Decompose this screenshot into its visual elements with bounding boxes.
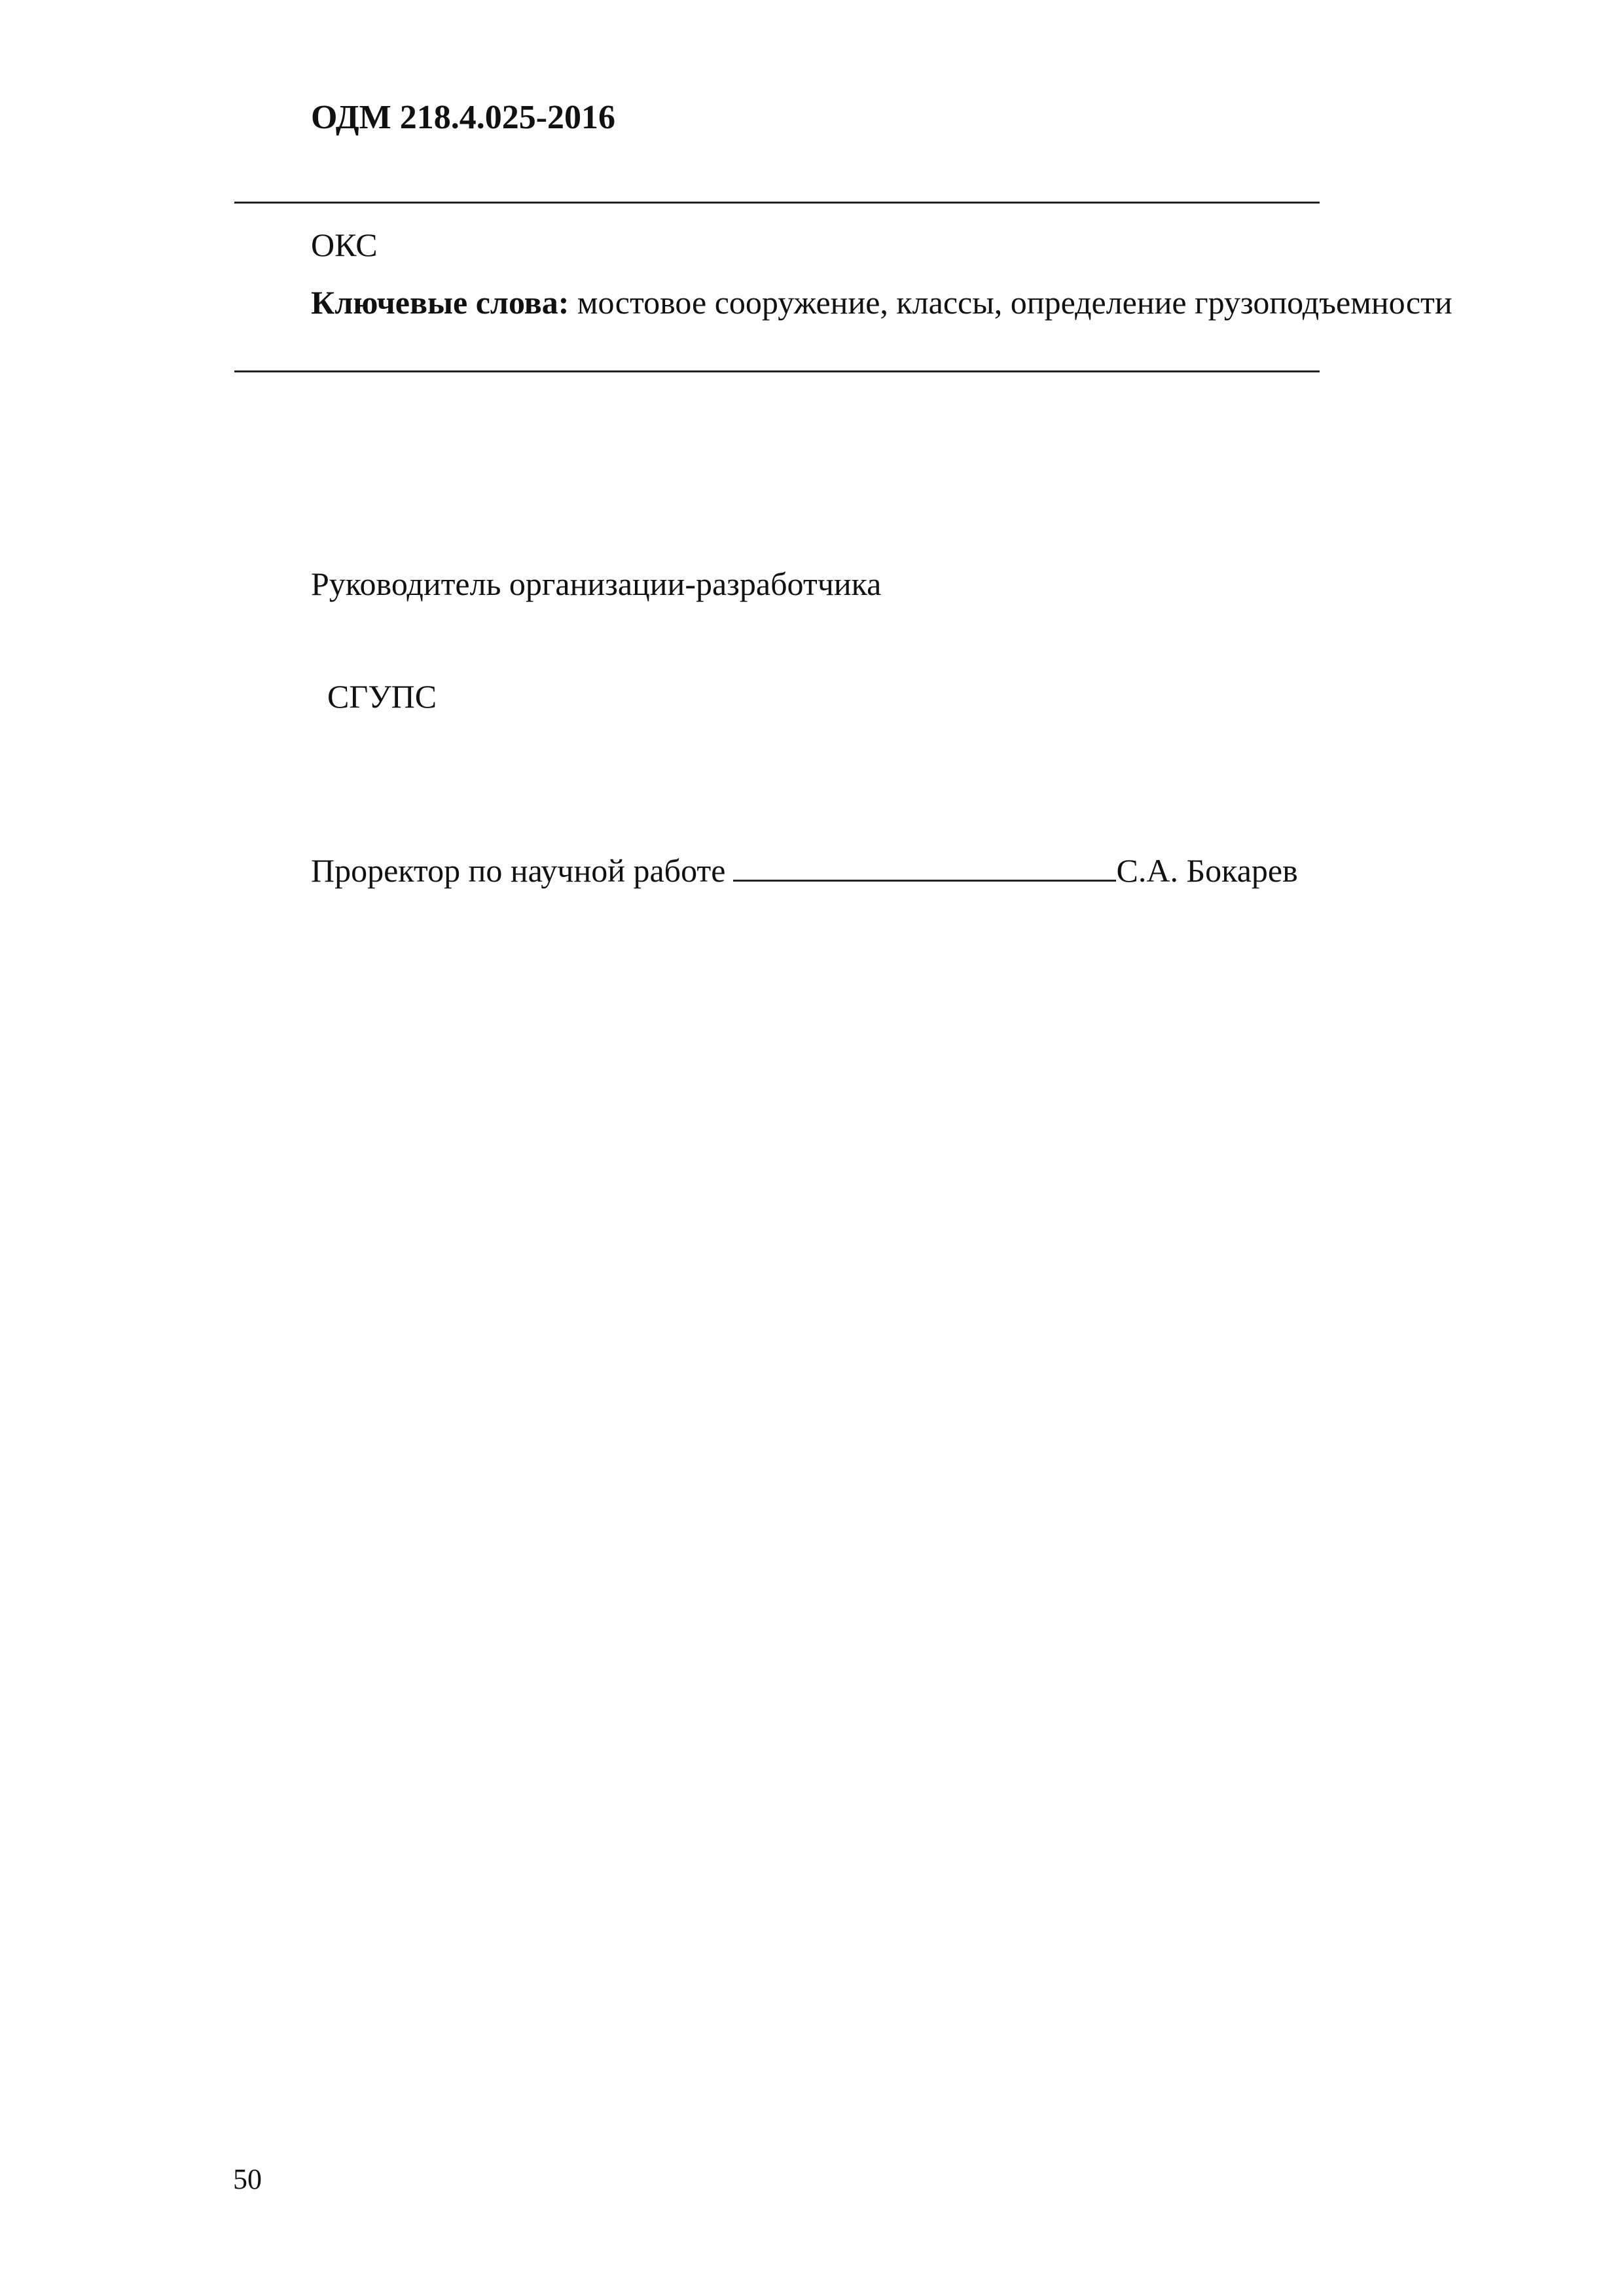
document-code: ОДМ 218.4.025-2016 xyxy=(311,99,616,136)
oks-label: ОКС xyxy=(311,226,378,263)
top-divider xyxy=(234,202,1320,204)
keywords-text: мостовое сооружение, классы, определение грузоподъемности xyxy=(577,284,1453,321)
signature-blank xyxy=(733,843,1116,882)
head-of-organization-label: Руководитель организации-разработчика xyxy=(311,565,882,602)
organization-name: СГУПС xyxy=(327,678,437,715)
signatory-name: С.А. Бокарев xyxy=(1116,852,1298,889)
bottom-divider xyxy=(234,370,1320,372)
keywords-line xyxy=(311,276,1453,329)
signature-line xyxy=(311,843,1298,897)
page-number: 50 xyxy=(233,2163,262,2195)
signatory-position: Проректор по научной работе xyxy=(311,852,726,889)
keywords-label: Ключевые слова: xyxy=(311,284,569,321)
